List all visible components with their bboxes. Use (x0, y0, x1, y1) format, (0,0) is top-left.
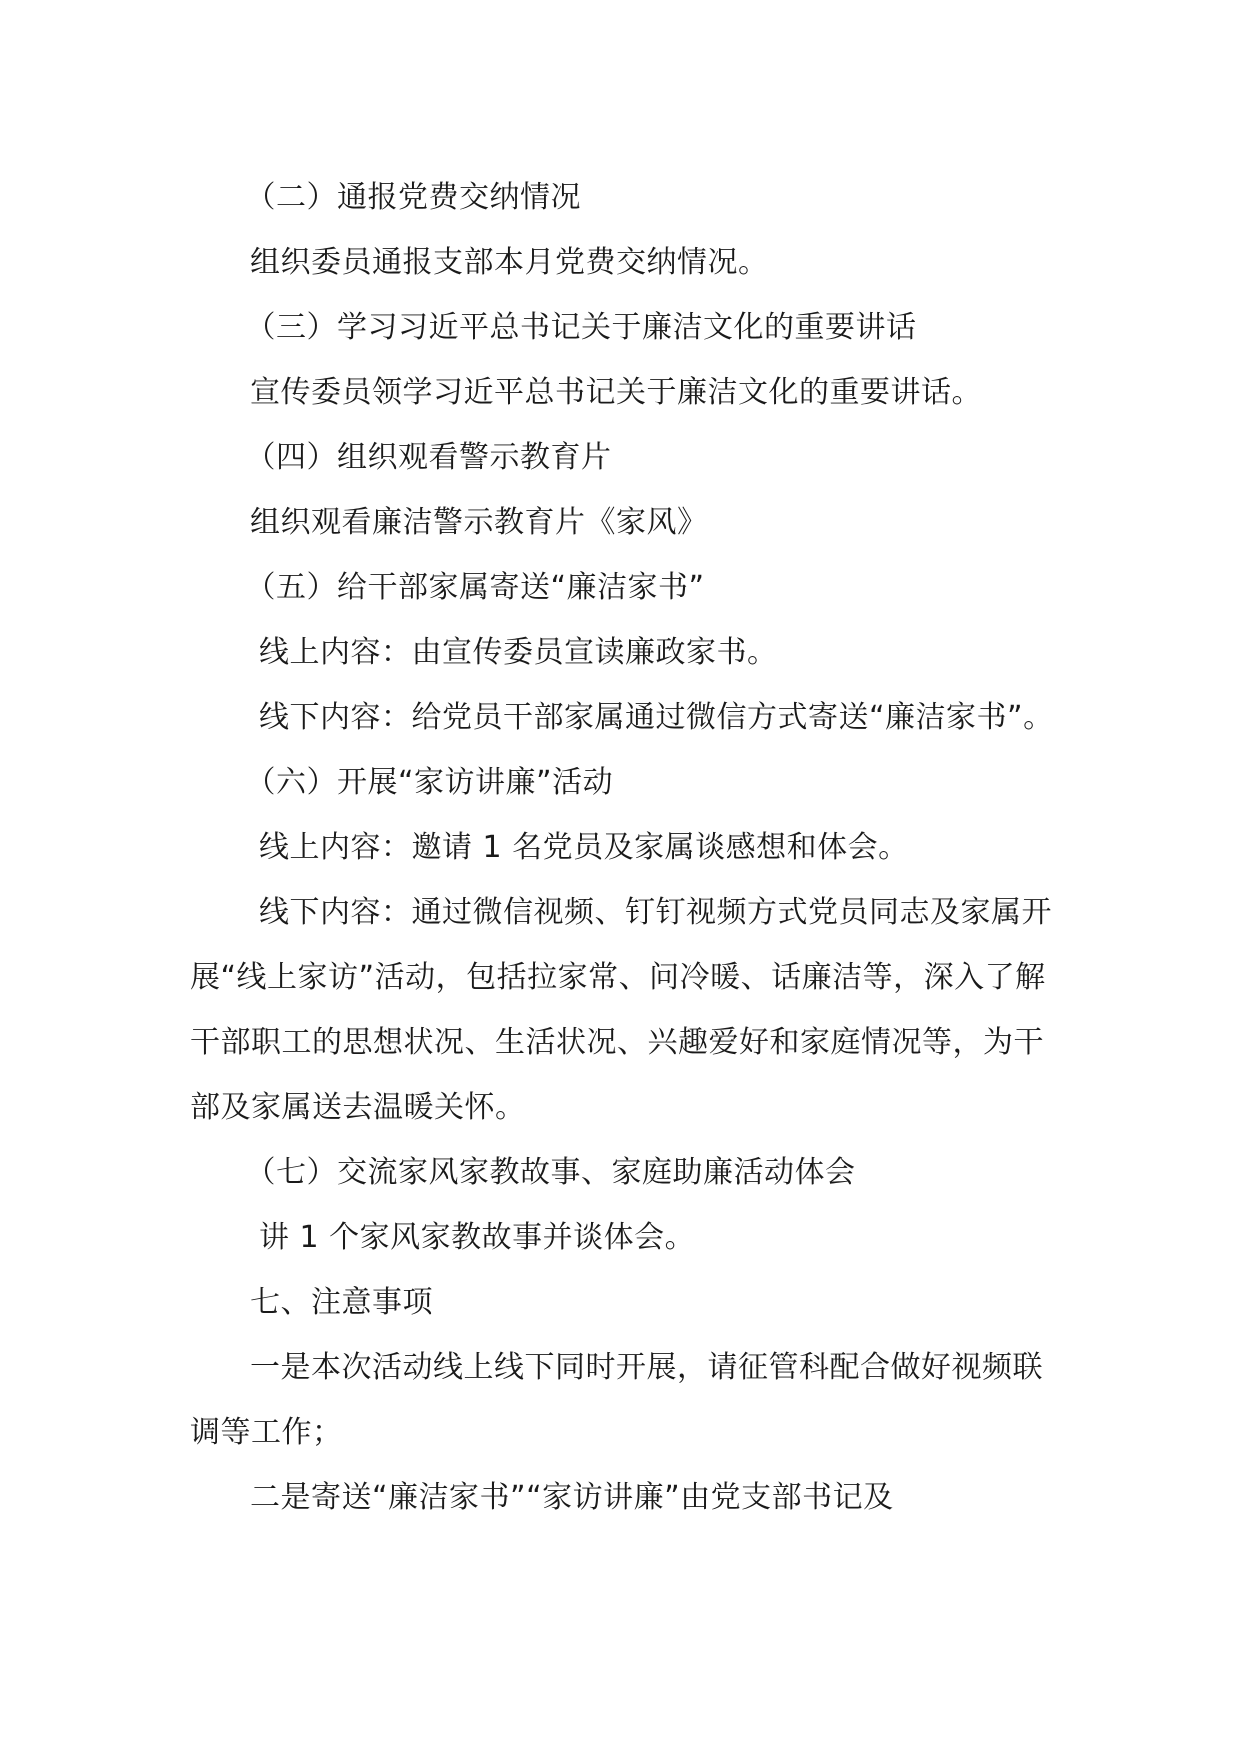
paragraph: 宣传委员领学习近平总书记关于廉洁文化的重要讲话。 (250, 375, 982, 410)
paragraph: 讲 1 个家风家教故事并谈体会。 (259, 1220, 696, 1255)
section-heading-6: （六）开展“家访讲廉”活动 (245, 765, 614, 800)
section-heading-5: （五）给干部家属寄送“廉洁家书” (245, 570, 705, 605)
document-body (190, 165, 1060, 1530)
section-heading-2: （二）通报党费交纳情况 (245, 180, 581, 215)
paragraph: 线上内容：由宣传委员宣读廉政家书。 (259, 635, 778, 670)
paragraph: 线上内容：邀请 1 名党员及家属谈感想和体会。 (259, 830, 909, 865)
section-heading-notes: 七、注意事项 (250, 1285, 433, 1320)
section-heading-4: （四）组织观看警示教育片 (245, 440, 612, 475)
paragraph: 一是本次活动线上线下同时开展，请征管科配合做好视频联调等工作； (190, 1350, 1043, 1450)
paragraph: 组织委员通报支部本月党费交纳情况。 (250, 245, 769, 280)
paragraph: 二是寄送“廉洁家书”“家访讲廉”由党支部书记及 (250, 1480, 894, 1515)
paragraph: 线下内容：给党员干部家属通过微信方式寄送“廉洁家书”。 (259, 700, 1054, 735)
section-heading-3: （三）学习习近平总书记关于廉洁文化的重要讲话 (245, 310, 917, 345)
paragraph: 组织观看廉洁警示教育片《家风》 (250, 505, 708, 540)
paragraph: 线下内容：通过微信视频、钉钉视频方式党员同志及家属开展“线上家访”活动，包括拉家常、问冷暖、话廉洁等，深入了解干部职工的思想状况、生活状况、兴趣爱好和家庭情况等，为干部及家属送去温暖关怀。 (190, 895, 1052, 1125)
section-heading-7: （七）交流家风家教故事、家庭助廉活动体会 (245, 1155, 856, 1190)
